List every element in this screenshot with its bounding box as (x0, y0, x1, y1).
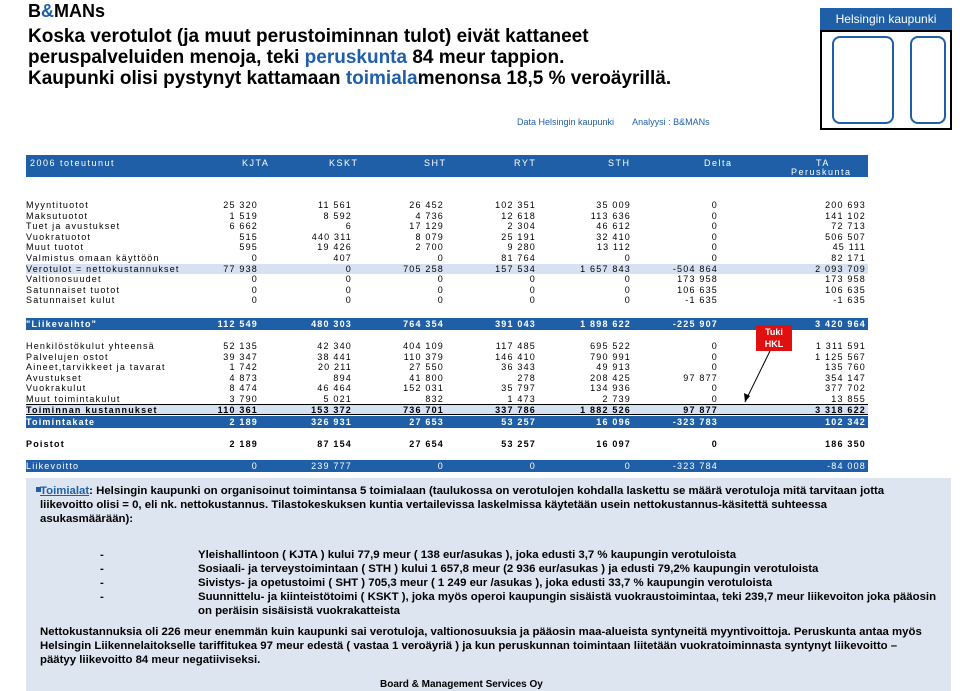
table-row (26, 373, 868, 384)
cell-value: 2 700 (415, 242, 444, 253)
cell-value: 0 (711, 221, 718, 232)
cell-value: 1 742 (229, 362, 258, 373)
table-header: 2006 toteutunut KJTA KSKT SHT RYT STH Delta TA Peruskunta (26, 155, 868, 177)
cell-value: 200 693 (825, 200, 866, 210)
cell-value: 0 (437, 274, 444, 285)
cell-value: 1 882 526 (580, 404, 631, 415)
cell-value: 27 653 (409, 417, 444, 427)
cell-value: 39 347 (223, 351, 258, 362)
cell-value: 1 657 843 (580, 263, 631, 274)
cell-value: 0 (251, 284, 258, 295)
explanation-box: Toimialat: Helsingin kaupunki on organisoinut toimintansa 5 toimialaan (taulukossa on verotulojen kohdalla laskettu se määrä verotuloja mitä tarvitaan jotta liikevoitto olisi = 0, eli nk. nettokustannus. Tilastokeskuksen kuntia vertailevissa laskelmissa käytetään usein nettokustannus-käsitettä suhteessa asukasmäärään): - Yleishallintoon ( KJTA ) kului 77,9 meur ( 138 eur/asukas ), joka edusti 3,7 % kaupungin verotuloista - Sosiaali- ja terveystoimintaan ( STH ) kului 1 657,8 meur (2 936 eur/asukas ) ja edusti 79,2% kaupungin verotuloista - Sivistys- ja opetustoimi ( SHT ) 705,3 meur ( 1 249 eur /asukas ), joka edusti 33,7 % kaupungin verotuloista - Suunnittelu- ja kiinteistötoimi ( KSKT ), joka myös operoi kaupungin sisäistä vuokraustoimintaa, teki 239,7 meur liikevoiton joka pääosin on peräisin sisäisistä vuokrakatteista Nettokustannuksia oli 226 meur enemmän kuin kaupunki sai verotuloja, valtionosuuksia ja pääosin maa-alueista syntyneitä myyntivoittoja. Peruskunta antaa myös Helsingin Liikennelaitokselle tariffitukea 97 meur edestä ( vastaa 1 veroäyriä ) ja kun peruskunnan toimintaan liitetään vuokratoiminnasta syntynyt liikevoitto – päätyy liikevoitto 84 meur negatiiviseksi. (26, 478, 951, 691)
cell-value: 0 (529, 461, 536, 471)
cell-value: 1 473 (507, 393, 536, 404)
cell-value: 0 (345, 274, 352, 285)
cell-value: 2 189 (229, 439, 258, 449)
cell-value: 186 350 (825, 439, 866, 449)
cell-value: 106 635 (677, 284, 718, 295)
cell-value: 440 311 (311, 231, 352, 242)
table-row (26, 200, 868, 211)
row-label: Toimintakate (26, 417, 96, 427)
cell-value: 13 112 (596, 242, 631, 253)
table-row (26, 405, 868, 416)
row-label: Tuet ja avustukset (26, 221, 121, 232)
cell-value: 106 635 (825, 284, 866, 295)
table-row (26, 341, 868, 352)
poistot-row (26, 438, 868, 450)
cell-value: 45 111 (832, 242, 866, 253)
cell-value: 16 096 (596, 417, 631, 427)
cell-value: 117 485 (495, 341, 536, 351)
cell-value: 53 257 (501, 439, 536, 449)
cell-value: -225 907 (672, 319, 718, 329)
row-label: Poistot (26, 439, 65, 449)
cell-value: 77 938 (223, 263, 258, 274)
cell-value: 8 474 (229, 383, 258, 394)
toimintakate-row (26, 416, 868, 428)
table-row (26, 318, 868, 330)
table-row (26, 211, 868, 222)
cell-value: 0 (711, 393, 718, 404)
cell-value: 32 410 (596, 231, 631, 242)
cell-value: 112 549 (217, 319, 258, 329)
cell-value: 0 (711, 200, 718, 210)
cell-value: 354 147 (825, 372, 866, 383)
table-row (26, 383, 868, 394)
cell-value: 695 522 (590, 341, 631, 351)
cell-value: 8 592 (323, 210, 352, 221)
cell-value: 82 171 (831, 252, 866, 263)
cell-value: 764 354 (403, 319, 444, 329)
table-row (26, 438, 868, 450)
cell-value: 2 739 (602, 393, 631, 404)
cell-value: 6 (345, 221, 352, 232)
cell-value: 0 (251, 252, 258, 263)
cell-value: 278 (517, 372, 536, 383)
row-label: Valtionosuudet (26, 274, 102, 285)
cell-value: 38 441 (317, 351, 352, 362)
row-label: Vuokratuotot (26, 231, 92, 242)
cell-value: 102 342 (825, 417, 866, 427)
cell-value: 27 654 (409, 439, 444, 449)
cell-value: 790 991 (590, 351, 631, 362)
cell-value: 480 303 (311, 319, 352, 329)
cell-value: -1 635 (833, 295, 866, 306)
cell-value: 377 702 (825, 383, 866, 394)
cell-value: 20 211 (317, 362, 352, 373)
cell-value: 46 612 (596, 221, 631, 232)
cell-value: 12 618 (501, 210, 536, 221)
cell-value: 35 797 (501, 383, 536, 394)
cell-value: 3 420 964 (815, 319, 866, 329)
income-table (26, 200, 868, 306)
cell-value: 19 426 (317, 242, 352, 253)
cell-value: 9 280 (507, 242, 536, 253)
cell-value: 2 189 (229, 417, 258, 427)
cell-value: 0 (711, 341, 718, 351)
table-row (26, 253, 868, 264)
cell-value: 0 (437, 284, 444, 295)
cell-value: 35 009 (596, 200, 631, 210)
cell-value: 832 (425, 393, 444, 404)
city-badge: Helsingin kaupunki (820, 8, 952, 30)
cell-value: 0 (711, 231, 718, 242)
cell-value: -504 864 (672, 263, 718, 274)
row-label: Henkilöstökulut yhteensä (26, 341, 155, 351)
cell-value: 1 519 (229, 210, 258, 221)
row-label: Toiminnan kustannukset (26, 404, 158, 415)
cell-value: 391 043 (495, 319, 536, 329)
row-label: Valmistus omaan käyttöön (26, 252, 160, 263)
row-label: Liikevoitto (26, 461, 80, 471)
cell-value: 407 (333, 252, 352, 263)
cell-value: 97 877 (683, 372, 718, 383)
row-label: Muut toimintakulut (26, 393, 121, 404)
page-title: Koska verotulot (ja muut perustoiminnan tulot) eivät kattaneet peruspalveluiden menoja, teki peruskunta 84 meur tappion. Kaupunki olisi pystynyt kattamaan toimialamenonsa 18,5 % veroäyrillä. (28, 26, 672, 89)
cell-value: 2 304 (507, 221, 536, 232)
cost-table (26, 341, 868, 415)
cell-value: 146 410 (495, 351, 536, 362)
cell-value: 0 (251, 295, 258, 306)
table-row (26, 232, 868, 243)
cell-value: 134 936 (590, 383, 631, 394)
table-row (26, 274, 868, 285)
row-label: Verotulot = nettokustannukset (26, 263, 180, 274)
cell-value: 173 958 (825, 274, 866, 285)
cell-value: 25 320 (223, 200, 258, 210)
cell-value: 153 372 (311, 404, 352, 415)
cell-value: 0 (345, 263, 352, 274)
cell-value: 13 855 (831, 393, 866, 404)
row-label: "Liikevaihto" (26, 319, 98, 329)
cell-value: 102 351 (495, 200, 536, 210)
cell-value: 0 (711, 439, 718, 449)
cell-value: 157 534 (495, 263, 536, 274)
table-row (26, 295, 868, 306)
cell-value: 49 913 (596, 362, 631, 373)
cell-value: 1 898 622 (580, 319, 631, 329)
liikevoitto-row (26, 460, 868, 472)
row-label: Avustukset (26, 372, 82, 383)
source-line: Data Helsingin kaupunki Analyysi : B&MANs (517, 117, 710, 127)
cell-value: 110 379 (403, 351, 444, 362)
row-label: Satunnaiset tuotot (26, 284, 121, 295)
table-row (26, 221, 868, 232)
cell-value: 705 258 (403, 263, 444, 274)
cell-value: 135 760 (825, 362, 866, 373)
cell-value: -1 635 (685, 295, 718, 306)
cell-value: 26 452 (409, 200, 444, 210)
cell-value: 16 097 (596, 439, 631, 449)
city-logo (820, 30, 952, 130)
cell-value: 173 958 (677, 274, 718, 285)
cell-value: 0 (711, 351, 718, 362)
cell-value: 0 (251, 274, 258, 285)
cell-value: 404 109 (403, 341, 444, 351)
cell-value: 25 191 (501, 231, 536, 242)
cell-value: 736 701 (403, 404, 444, 415)
cell-value: 894 (333, 372, 352, 383)
cell-value: 5 021 (323, 393, 352, 404)
cell-value: 42 340 (317, 341, 352, 351)
cell-value: 326 931 (311, 417, 352, 427)
cell-value: 0 (437, 252, 444, 263)
cell-value: 0 (529, 284, 536, 295)
cell-value: -84 008 (827, 461, 866, 471)
row-label: Vuokrakulut (26, 383, 87, 394)
brand-logo: B&MANs (28, 1, 106, 21)
cell-value: 81 764 (501, 252, 536, 263)
cell-value: 0 (624, 295, 631, 306)
cell-value: 4 736 (415, 210, 444, 221)
table-row (26, 362, 868, 373)
cell-value: 87 154 (317, 439, 352, 449)
cell-value: 0 (711, 362, 718, 373)
cell-value: 0 (711, 252, 718, 263)
footer-company: Board & Management Services Oy (380, 679, 543, 690)
cell-value: 0 (711, 242, 718, 253)
cell-value: 46 464 (317, 383, 352, 394)
table-row (26, 242, 868, 253)
table-row (26, 394, 868, 405)
table-row (26, 416, 868, 428)
cell-value: 41 800 (409, 372, 444, 383)
cell-value: 0 (711, 383, 718, 394)
cell-value: 595 (239, 242, 258, 253)
cell-value: 0 (251, 461, 258, 471)
cell-value: 27 550 (409, 362, 444, 373)
cell-value: -323 784 (672, 461, 718, 471)
cell-value: 0 (437, 461, 444, 471)
cell-value: 0 (624, 461, 631, 471)
cell-value: 1 125 567 (815, 351, 866, 362)
liikevaihto-row (26, 318, 868, 330)
cell-value: 0 (624, 284, 631, 295)
cell-value: 0 (345, 295, 352, 306)
cell-value: 113 636 (590, 210, 631, 221)
cell-value: 11 561 (317, 200, 352, 210)
cell-value: 0 (624, 252, 631, 263)
cell-value: 4 873 (229, 372, 258, 383)
cell-value: 141 102 (825, 210, 866, 221)
table-row (26, 264, 868, 275)
table-row (26, 460, 868, 472)
cell-value: 72 713 (831, 221, 866, 232)
cell-value: 52 135 (223, 341, 258, 351)
row-label: Palvelujen ostot (26, 351, 109, 362)
cell-value: 3 790 (229, 393, 258, 404)
cell-value: 3 318 622 (815, 404, 866, 415)
table-row (26, 352, 868, 363)
cell-value: 0 (529, 295, 536, 306)
cell-value: 97 877 (683, 404, 718, 415)
cell-value: 2 093 709 (815, 263, 866, 274)
row-label: Aineet,tarvikkeet ja tavarat (26, 362, 166, 373)
cell-value: 36 343 (501, 362, 536, 373)
cell-value: 208 425 (590, 372, 631, 383)
cell-value: 152 031 (403, 383, 444, 394)
tuki-hkl-label: Tuki HKL (756, 325, 792, 351)
cell-value: 110 361 (217, 404, 258, 415)
cell-value: 53 257 (501, 417, 536, 427)
cell-value: 0 (529, 274, 536, 285)
cell-value: 506 507 (825, 231, 866, 242)
row-label: Muut tuotot (26, 242, 85, 253)
cell-value: 337 786 (495, 404, 536, 415)
cell-value: 17 129 (409, 221, 444, 232)
cell-value: 0 (711, 210, 718, 221)
cell-value: 8 079 (415, 231, 444, 242)
cell-value: 1 311 591 (815, 341, 866, 351)
cell-value: 0 (624, 274, 631, 285)
table-row (26, 285, 868, 296)
cell-value: 515 (239, 231, 258, 242)
cell-value: 6 662 (229, 221, 258, 232)
row-label: Myyntituotot (26, 200, 89, 210)
cell-value: 0 (345, 284, 352, 295)
cell-value: 239 777 (311, 461, 352, 471)
cell-value: 0 (437, 295, 444, 306)
cell-value: -323 783 (672, 417, 718, 427)
row-label: Maksutuotot (26, 210, 89, 221)
row-label: Satunnaiset kulut (26, 295, 116, 306)
